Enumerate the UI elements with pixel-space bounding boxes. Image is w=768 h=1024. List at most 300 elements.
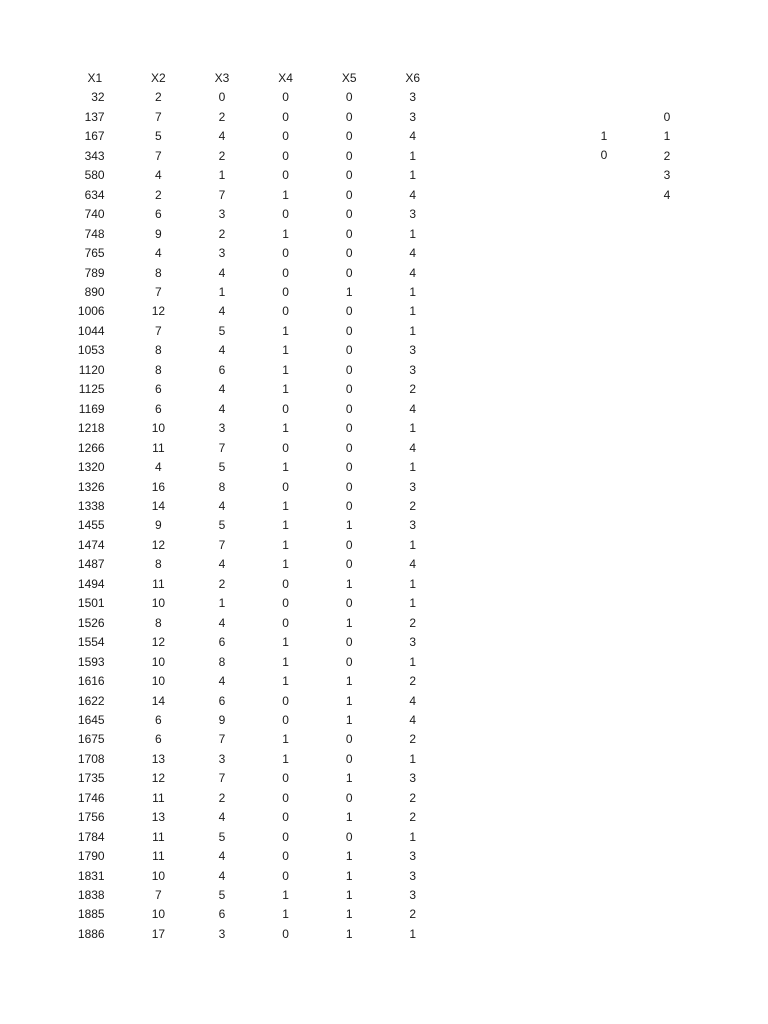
table-cell-x3: 5 bbox=[218, 518, 226, 533]
table-cell-x5: 1 bbox=[345, 907, 353, 922]
table-cell-x1: 1487 bbox=[77, 557, 105, 572]
table-cell-x4: 1 bbox=[282, 518, 289, 533]
table-cell-x4: 0 bbox=[282, 440, 289, 455]
table-cell-x4: 1 bbox=[282, 343, 289, 358]
table-row bbox=[63, 575, 445, 594]
table-cell-x5: 0 bbox=[345, 751, 353, 766]
table-cell-x6: 1 bbox=[409, 323, 417, 338]
table-cell-x5: 0 bbox=[345, 635, 353, 650]
table-row bbox=[63, 692, 445, 711]
table-cell-x4: 0 bbox=[282, 304, 289, 319]
table-cell-x2: 2 bbox=[155, 187, 162, 202]
table-row bbox=[63, 458, 445, 477]
table-cell-x2: 4 bbox=[155, 460, 162, 475]
table-cell-x5: 1 bbox=[345, 576, 353, 591]
table-cell-x3: 8 bbox=[218, 654, 226, 669]
table-cell-x3: 7 bbox=[218, 732, 226, 747]
table-cell-x1: 580 bbox=[84, 168, 105, 183]
table-cell-x1: 1169 bbox=[78, 401, 105, 416]
table-cell-x4: 0 bbox=[282, 810, 289, 825]
table-cell-x6: 1 bbox=[409, 751, 417, 766]
table-cell-x1: 1790 bbox=[77, 849, 105, 864]
table-cell-x4: 0 bbox=[282, 168, 289, 183]
table-cell-x6: 3 bbox=[409, 518, 417, 533]
table-cell-x6: 3 bbox=[409, 109, 417, 124]
table-cell-x1: 765 bbox=[84, 246, 105, 261]
table-row bbox=[63, 205, 445, 224]
table-cell-x6: 3 bbox=[409, 479, 417, 494]
table-row bbox=[63, 847, 445, 866]
table-row bbox=[63, 244, 445, 263]
table-row bbox=[63, 750, 445, 769]
table-cell-x5: 0 bbox=[345, 226, 353, 241]
table-cell-x3: 4 bbox=[218, 401, 226, 416]
table-cell-x6: 1 bbox=[409, 926, 417, 941]
table-cell-x2: 10 bbox=[151, 674, 166, 689]
table-cell-x4: 0 bbox=[282, 615, 289, 630]
table-cell-x4: 1 bbox=[282, 187, 289, 202]
table-cell-x6: 2 bbox=[409, 498, 417, 513]
table-cell-x4: 0 bbox=[282, 849, 289, 864]
table-cell-x3: 6 bbox=[218, 693, 226, 708]
table-cell-x5: 0 bbox=[345, 129, 353, 144]
table-row bbox=[63, 147, 445, 166]
table-cell-x2: 7 bbox=[155, 888, 162, 903]
table-cell-x5: 0 bbox=[345, 343, 353, 358]
table-cell-x1: 1120 bbox=[78, 362, 105, 377]
table-row bbox=[63, 225, 445, 244]
table-cell-x6: 1 bbox=[409, 168, 417, 183]
table-row bbox=[63, 478, 445, 497]
side-b-cell: 1 bbox=[663, 129, 671, 144]
table-cell-x5: 0 bbox=[345, 596, 353, 611]
table-cell-x6: 1 bbox=[409, 537, 417, 552]
table-cell-x2: 11 bbox=[152, 576, 165, 591]
table-cell-x5: 0 bbox=[345, 479, 353, 494]
table-cell-x3: 8 bbox=[218, 479, 226, 494]
table-cell-x3: 5 bbox=[218, 888, 226, 903]
table-cell-x4: 1 bbox=[282, 888, 289, 903]
table-row bbox=[63, 439, 445, 458]
table-cell-x5: 0 bbox=[345, 90, 353, 105]
table-cell-x3: 6 bbox=[218, 635, 226, 650]
table-row bbox=[63, 400, 445, 419]
table-cell-x3: 4 bbox=[218, 615, 226, 630]
table-cell-x5: 0 bbox=[345, 421, 353, 436]
table-cell-x5: 1 bbox=[345, 849, 353, 864]
table-cell-x2: 10 bbox=[151, 421, 166, 436]
table-cell-x1: 167 bbox=[84, 129, 105, 144]
table-cell-x5: 1 bbox=[345, 810, 353, 825]
table-cell-x4: 1 bbox=[282, 907, 289, 922]
table-row bbox=[63, 808, 445, 827]
table-row bbox=[63, 341, 445, 360]
table-cell-x6: 2 bbox=[409, 382, 417, 397]
table-cell-x3: 3 bbox=[218, 751, 226, 766]
table-cell-x2: 7 bbox=[155, 284, 162, 299]
table-cell-x4: 0 bbox=[282, 148, 289, 163]
table-cell-x6: 2 bbox=[409, 790, 417, 805]
table-row bbox=[63, 419, 445, 438]
table-cell-x5: 1 bbox=[345, 771, 353, 786]
table-body bbox=[63, 88, 445, 944]
side-b-cell: 3 bbox=[663, 168, 671, 183]
table-row bbox=[63, 886, 445, 905]
table-cell-x5: 1 bbox=[345, 693, 353, 708]
side-a-cell: 0 bbox=[600, 148, 608, 163]
table-cell-x6: 1 bbox=[409, 226, 417, 241]
table-cell-x6: 4 bbox=[409, 246, 417, 261]
table-cell-x2: 9 bbox=[155, 226, 162, 241]
table-cell-x3: 0 bbox=[218, 90, 226, 105]
table-cell-x2: 7 bbox=[155, 323, 162, 338]
table-row bbox=[63, 166, 445, 185]
table-cell-x1: 1125 bbox=[78, 382, 105, 397]
table-cell-x1: 1622 bbox=[77, 693, 105, 708]
table-cell-x2: 9 bbox=[155, 518, 162, 533]
table-cell-x2: 14 bbox=[151, 498, 166, 513]
table-cell-x6: 4 bbox=[409, 265, 417, 280]
table-cell-x1: 1526 bbox=[77, 615, 105, 630]
table-cell-x3: 7 bbox=[218, 187, 226, 202]
table-cell-x4: 0 bbox=[282, 284, 289, 299]
table-cell-x1: 890 bbox=[84, 284, 105, 299]
table-cell-x2: 11 bbox=[152, 790, 165, 805]
table-cell-x6: 3 bbox=[409, 90, 417, 105]
table-cell-x4: 1 bbox=[282, 323, 289, 338]
table-cell-x1: 748 bbox=[84, 226, 105, 241]
table-cell-x3: 6 bbox=[218, 362, 226, 377]
table-cell-x5: 0 bbox=[345, 732, 353, 747]
table-cell-x3: 3 bbox=[218, 246, 226, 261]
table-cell-x3: 1 bbox=[218, 168, 226, 183]
table-cell-x1: 1554 bbox=[77, 635, 105, 650]
table-cell-x1: 1645 bbox=[77, 712, 105, 727]
table-cell-x5: 1 bbox=[345, 518, 353, 533]
table-cell-x2: 16 bbox=[151, 479, 166, 494]
table-cell-x4: 0 bbox=[282, 246, 289, 261]
table-cell-x6: 3 bbox=[409, 362, 417, 377]
table-cell-x5: 1 bbox=[345, 615, 353, 630]
table-cell-x3: 4 bbox=[218, 498, 226, 513]
table-cell-x3: 4 bbox=[218, 382, 226, 397]
table-cell-x3: 1 bbox=[218, 284, 226, 299]
table-cell-x3: 2 bbox=[218, 790, 226, 805]
table-cell-x4: 0 bbox=[282, 829, 289, 844]
table-cell-x4: 0 bbox=[282, 868, 289, 883]
table-cell-x4: 0 bbox=[282, 129, 289, 144]
table-cell-x2: 8 bbox=[155, 343, 162, 358]
table-cell-x5: 0 bbox=[345, 246, 353, 261]
table-row bbox=[63, 672, 445, 691]
table-cell-x4: 0 bbox=[282, 926, 289, 941]
table-cell-x5: 0 bbox=[345, 362, 353, 377]
table-cell-x5: 0 bbox=[345, 323, 353, 338]
table-row bbox=[63, 614, 445, 633]
table-cell-x4: 1 bbox=[282, 654, 289, 669]
table-row bbox=[63, 633, 445, 652]
table-cell-x6: 4 bbox=[409, 129, 417, 144]
table-cell-x2: 7 bbox=[155, 148, 162, 163]
table-cell-x6: 1 bbox=[409, 596, 417, 611]
table-cell-x3: 5 bbox=[218, 829, 226, 844]
table-cell-x6: 4 bbox=[409, 401, 417, 416]
table-cell-x2: 10 bbox=[151, 654, 166, 669]
table-cell-x6: 2 bbox=[409, 732, 417, 747]
table-row bbox=[63, 380, 445, 399]
table-cell-x3: 9 bbox=[218, 712, 226, 727]
table-cell-x6: 1 bbox=[409, 421, 417, 436]
table-row bbox=[63, 322, 445, 341]
table-cell-x1: 1320 bbox=[77, 460, 105, 475]
table-cell-x4: 1 bbox=[282, 557, 289, 572]
table-cell-x5: 0 bbox=[345, 790, 353, 805]
table-cell-x5: 0 bbox=[345, 557, 353, 572]
table-cell-x4: 1 bbox=[282, 498, 289, 513]
table-cell-x3: 3 bbox=[218, 421, 226, 436]
table-cell-x2: 6 bbox=[155, 382, 162, 397]
table-cell-x3: 4 bbox=[218, 129, 226, 144]
column-header-x1: X1 bbox=[87, 71, 103, 85]
table-cell-x2: 13 bbox=[151, 751, 166, 766]
table-cell-x4: 1 bbox=[282, 226, 289, 241]
table-cell-x2: 13 bbox=[151, 810, 166, 825]
table-cell-x4: 1 bbox=[282, 732, 289, 747]
table-cell-x1: 343 bbox=[84, 148, 105, 163]
table-row bbox=[63, 88, 445, 107]
table-cell-x5: 1 bbox=[345, 712, 353, 727]
table-cell-x4: 0 bbox=[282, 771, 289, 786]
table-cell-x2: 8 bbox=[155, 265, 162, 280]
table-row bbox=[63, 925, 445, 944]
table-cell-x4: 1 bbox=[282, 635, 289, 650]
table-cell-x1: 1044 bbox=[77, 323, 105, 338]
table-cell-x5: 1 bbox=[345, 284, 353, 299]
table-cell-x3: 4 bbox=[218, 810, 226, 825]
table-cell-x4: 1 bbox=[282, 382, 289, 397]
table-cell-x6: 2 bbox=[409, 810, 417, 825]
table-cell-x2: 6 bbox=[155, 401, 162, 416]
table-cell-x5: 1 bbox=[345, 926, 353, 941]
table-cell-x1: 634 bbox=[84, 187, 105, 202]
table-cell-x6: 1 bbox=[409, 460, 417, 475]
table-cell-x4: 1 bbox=[282, 421, 289, 436]
table-cell-x2: 11 bbox=[152, 829, 165, 844]
table-cell-x6: 4 bbox=[409, 712, 417, 727]
table-cell-x2: 14 bbox=[151, 693, 166, 708]
table-cell-x1: 1338 bbox=[77, 498, 105, 513]
table-cell-x3: 7 bbox=[218, 537, 226, 552]
table-cell-x5: 1 bbox=[345, 868, 353, 883]
table-cell-x3: 2 bbox=[218, 109, 226, 124]
table-cell-x2: 12 bbox=[151, 537, 166, 552]
table-cell-x6: 3 bbox=[409, 207, 417, 222]
table-cell-x1: 740 bbox=[84, 207, 105, 222]
table-cell-x5: 0 bbox=[345, 168, 353, 183]
table-row bbox=[63, 711, 445, 730]
table-cell-x3: 4 bbox=[218, 557, 226, 572]
column-header-x6: X6 bbox=[405, 71, 421, 85]
table-cell-x6: 3 bbox=[409, 635, 417, 650]
column-header-x3: X3 bbox=[214, 71, 230, 85]
table-row bbox=[63, 536, 445, 555]
table-cell-x6: 2 bbox=[409, 615, 417, 630]
table-cell-x1: 32 bbox=[91, 90, 105, 105]
table-cell-x3: 4 bbox=[218, 343, 226, 358]
table-cell-x5: 0 bbox=[345, 265, 353, 280]
table-cell-x2: 6 bbox=[155, 732, 162, 747]
table-cell-x2: 10 bbox=[151, 907, 166, 922]
side-b-cell: 0 bbox=[663, 110, 671, 124]
table-cell-x4: 1 bbox=[282, 460, 289, 475]
table-cell-x4: 1 bbox=[282, 537, 289, 552]
table-cell-x2: 6 bbox=[155, 207, 162, 222]
table-cell-x3: 6 bbox=[218, 907, 226, 922]
table-cell-x5: 0 bbox=[345, 148, 353, 163]
table-cell-x2: 2 bbox=[155, 90, 162, 105]
table-cell-x1: 1218 bbox=[77, 421, 105, 436]
table-cell-x4: 0 bbox=[282, 90, 289, 105]
table-cell-x6: 1 bbox=[409, 654, 417, 669]
table-row bbox=[63, 905, 445, 924]
table-cell-x2: 12 bbox=[151, 304, 166, 319]
table-cell-x5: 0 bbox=[345, 440, 353, 455]
table-cell-x1: 1474 bbox=[77, 537, 105, 552]
table-cell-x1: 1784 bbox=[77, 829, 105, 844]
table-cell-x6: 1 bbox=[409, 576, 417, 591]
table-row bbox=[63, 867, 445, 886]
column-header-x5: X5 bbox=[341, 71, 357, 85]
table-row bbox=[63, 497, 445, 516]
table-cell-x1: 1838 bbox=[77, 888, 105, 903]
table-cell-x4: 1 bbox=[282, 674, 289, 689]
table-cell-x1: 137 bbox=[84, 109, 105, 124]
table-row bbox=[63, 516, 445, 535]
table-cell-x1: 1746 bbox=[77, 790, 105, 805]
table-cell-x4: 0 bbox=[282, 479, 289, 494]
table-cell-x4: 0 bbox=[282, 596, 289, 611]
table-cell-x4: 0 bbox=[282, 712, 289, 727]
table-cell-x2: 10 bbox=[151, 596, 166, 611]
table-row bbox=[63, 127, 445, 146]
table-cell-x3: 4 bbox=[218, 674, 226, 689]
table-row bbox=[63, 555, 445, 574]
table-cell-x2: 12 bbox=[151, 635, 166, 650]
table-cell-x6: 1 bbox=[409, 304, 417, 319]
table-cell-x5: 0 bbox=[345, 187, 353, 202]
table-cell-x6: 1 bbox=[409, 829, 417, 844]
table-cell-x3: 4 bbox=[218, 868, 226, 883]
table-row bbox=[63, 302, 445, 321]
table-cell-x1: 1886 bbox=[77, 926, 105, 941]
table-cell-x5: 0 bbox=[345, 498, 353, 513]
table-cell-x4: 0 bbox=[282, 576, 289, 591]
table-row bbox=[63, 730, 445, 749]
side-a-cell: 1 bbox=[600, 129, 608, 143]
table-cell-x6: 2 bbox=[409, 674, 417, 689]
table-cell-x1: 789 bbox=[84, 265, 105, 280]
table-cell-x5: 0 bbox=[345, 304, 353, 319]
table-cell-x2: 11 bbox=[152, 440, 165, 455]
table-cell-x2: 8 bbox=[155, 557, 162, 572]
table-cell-x2: 8 bbox=[155, 362, 162, 377]
table-cell-x1: 1885 bbox=[77, 907, 105, 922]
table-cell-x1: 1053 bbox=[77, 343, 105, 358]
table-cell-x1: 1735 bbox=[77, 771, 105, 786]
table-cell-x6: 4 bbox=[409, 693, 417, 708]
table-cell-x4: 0 bbox=[282, 207, 289, 222]
table-cell-x2: 7 bbox=[155, 109, 162, 124]
table-cell-x1: 1708 bbox=[77, 751, 105, 766]
table-cell-x1: 1494 bbox=[77, 576, 105, 591]
table-cell-x6: 3 bbox=[409, 849, 417, 864]
table-cell-x1: 1326 bbox=[77, 479, 105, 494]
table-cell-x3: 5 bbox=[218, 323, 226, 338]
table-row bbox=[63, 283, 445, 302]
table-cell-x1: 1006 bbox=[77, 304, 105, 319]
table-cell-x2: 4 bbox=[155, 168, 162, 183]
table-cell-x1: 1831 bbox=[77, 868, 105, 883]
table-row bbox=[63, 108, 445, 127]
table-row bbox=[63, 653, 445, 672]
table-cell-x6: 4 bbox=[409, 440, 417, 455]
table-cell-x3: 4 bbox=[218, 849, 226, 864]
table-cell-x2: 12 bbox=[151, 771, 166, 786]
table-row bbox=[63, 789, 445, 808]
table-cell-x5: 0 bbox=[345, 401, 353, 416]
table-cell-x5: 0 bbox=[345, 829, 353, 844]
side-column-b bbox=[648, 108, 686, 205]
table-cell-x1: 1675 bbox=[77, 732, 105, 747]
side-b-cell: 4 bbox=[663, 187, 671, 202]
table-cell-x3: 3 bbox=[218, 926, 226, 941]
table-cell-x4: 0 bbox=[282, 693, 289, 708]
table-cell-x6: 3 bbox=[409, 868, 417, 883]
table-cell-x1: 1501 bbox=[77, 596, 105, 611]
table-cell-x3: 5 bbox=[218, 460, 226, 475]
table-cell-x4: 1 bbox=[282, 362, 289, 377]
table-cell-x3: 4 bbox=[218, 265, 226, 280]
table-cell-x3: 7 bbox=[218, 771, 226, 786]
side-column-a bbox=[585, 127, 623, 166]
table-row bbox=[63, 828, 445, 847]
table-cell-x3: 2 bbox=[218, 148, 226, 163]
table-cell-x5: 1 bbox=[345, 674, 353, 689]
table-cell-x6: 2 bbox=[409, 907, 417, 922]
table-cell-x3: 3 bbox=[218, 207, 226, 222]
table-cell-x6: 3 bbox=[409, 888, 417, 903]
table-cell-x4: 0 bbox=[282, 401, 289, 416]
table-cell-x6: 1 bbox=[409, 284, 417, 299]
table-row bbox=[63, 361, 445, 380]
table-cell-x2: 6 bbox=[155, 712, 162, 727]
table-cell-x2: 10 bbox=[151, 868, 166, 883]
table-cell-x4: 1 bbox=[282, 751, 289, 766]
table-cell-x1: 1616 bbox=[77, 674, 105, 689]
table-cell-x5: 0 bbox=[345, 109, 353, 124]
table-cell-x5: 0 bbox=[345, 654, 353, 669]
table-cell-x5: 0 bbox=[345, 460, 353, 475]
table-cell-x3: 1 bbox=[218, 596, 226, 611]
table-cell-x1: 1593 bbox=[77, 654, 105, 669]
table-cell-x2: 11 bbox=[152, 849, 165, 864]
table-cell-x4: 0 bbox=[282, 265, 289, 280]
table-cell-x3: 7 bbox=[218, 440, 226, 455]
table-row bbox=[63, 594, 445, 613]
table-row bbox=[63, 264, 445, 283]
column-header-x4: X4 bbox=[278, 71, 293, 85]
table-cell-x2: 8 bbox=[155, 615, 162, 630]
